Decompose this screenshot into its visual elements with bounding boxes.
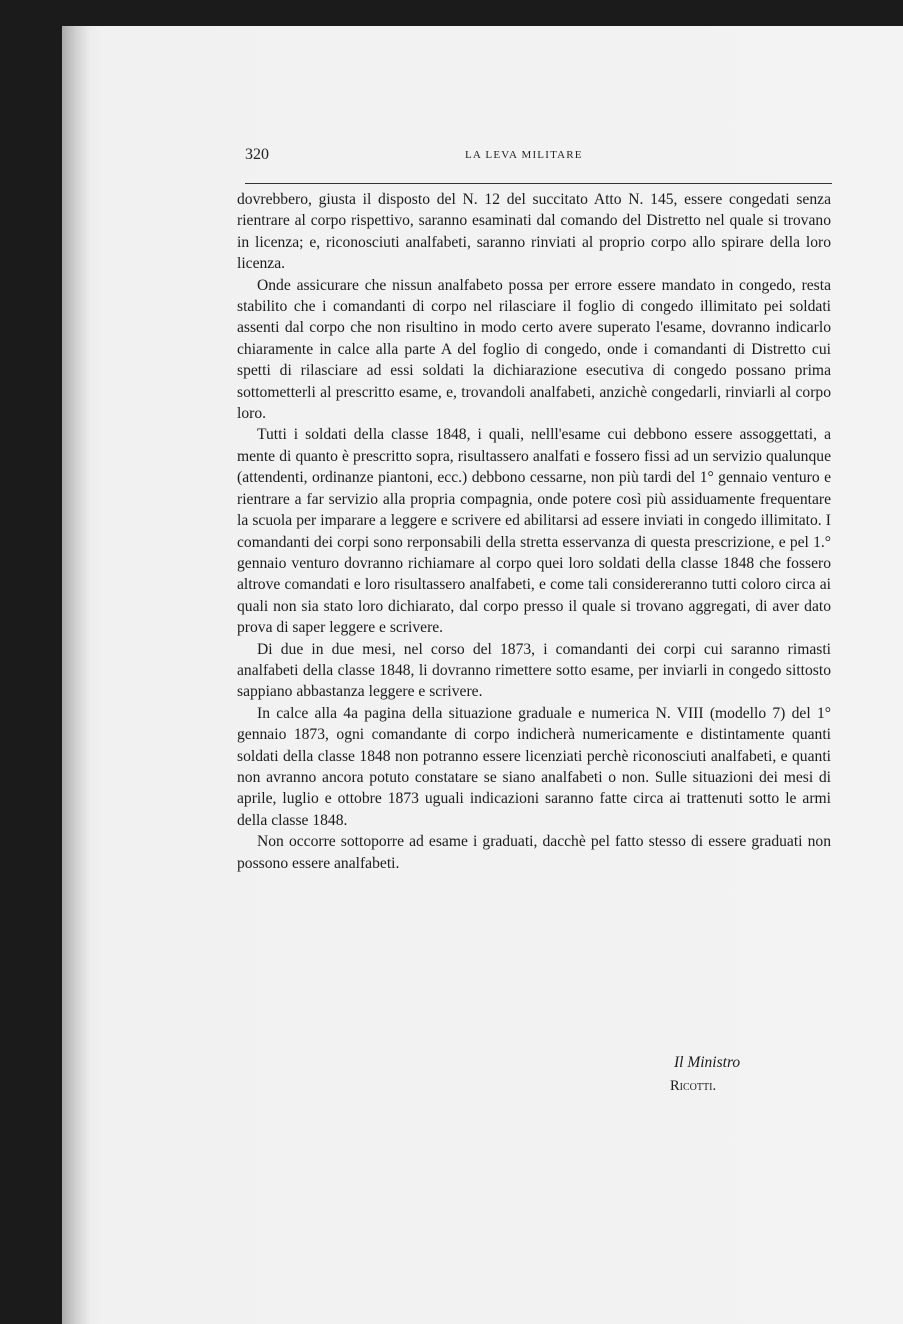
page-header	[245, 146, 832, 166]
paragraph-5: In calce alla 4a pagina della situazione graduale e numerica N. VIII (modello 7) del 1° gennaio 1873, ogni comandante di corpo indicherà numericamente e distintamente quanti soldati della classe 1848 non potranno essere licenziati perchè riconosciuti analfabeti, e quanti non avranno ancora potuto constatare se siano analfabeti o non. Sulle situazioni dei mesi di aprile, luglio e ottobre 1873 uguali indicazioni saranno fatte circa ai trattenuti sotto le armi della classe 1848.	[237, 704, 831, 829]
body-text	[237, 189, 831, 874]
page-number: 320	[245, 146, 269, 163]
paragraph-3: Tutti i soldati della classe 1848, i quali, nelll'esame cui debbono essere assoggettati, a mente di quanto è prescritto sopra, risultassero analfati e fossero fissi ad un servizio qualunque (attendenti, ordinanze piantoni, ecc.) debbono cessarne, non più tardi del 1° gennaio venturo e rientrare a far servizio alla propria compagnia, onde potere così più assiduamente frequentare la scuola per imparare a leggere e scrivere ed abilitarsi ad essere inviati in congedo illimitato. I comandanti dei corpi sono rerponsabili della stretta esservanza di questa prescrizione, e pel 1.° gennaio venturo dovranno richiamare al corpo quei loro soldati della classe 1848 che fossero altrove comandati e loro risultassero analfabeti, e come tali considereranno tutti coloro circa ai quali non sia stato loro dichiarato, dal corpo presso il quale si trovano aggregati, di aver dato prova di saper leggere e scrivere.	[237, 426, 831, 637]
paragraph-2: Onde assicurare che nissun analfabeto possa per errore essere mandato in congedo, resta stabilito che i comandanti di corpo nel rilasciare il foglio di congedo illimitato pei soldati assenti dal corpo che non risultino in modo certo avere superato l'esame, dovranno indicarlo chiaramente in calce alla parte A del foglio di congedo, onde i comandanti di Distretto cui spetti di rilasciare ad essi soldati la dichiarazione esecutiva di congedo possano prima sottometterli al prescritto esame, e, trovandoli analfabeti, anzichè congedarli, rinviarli al corpo loro.	[237, 276, 831, 423]
running-title: LA LEVA MILITARE	[465, 149, 583, 161]
paragraph-6: Non occorre sottoporre ad esame i graduati, dacchè pel fatto stesso di essere graduati non possono essere analfabeti.	[237, 833, 831, 872]
signature-block	[670, 1051, 740, 1097]
paragraph-1: dovrebbero, giusta il disposto del N. 12 del succitato Atto N. 145, essere congedati senza rientrare al corpo rispettivo, saranno esaminati dal comando del Distretto nel quale si trovano in licenza; e, riconosciuti analfabeti, saranno rinviati al proprio corpo allo spirare della loro licenza.	[237, 191, 831, 273]
header-rule	[245, 183, 832, 184]
signature-title: Il Ministro	[674, 1054, 741, 1071]
paragraph-4: Di due in due mesi, nel corso del 1873, i comandanti dei corpi cui saranno rimasti analfabeti della classe 1848, li dovranno rimettere sotto esame, per inviarli in congedo sittosto sappiano abbastanza leggere e scrivere.	[237, 640, 831, 701]
signature-name: Ricotti.	[670, 1078, 717, 1094]
